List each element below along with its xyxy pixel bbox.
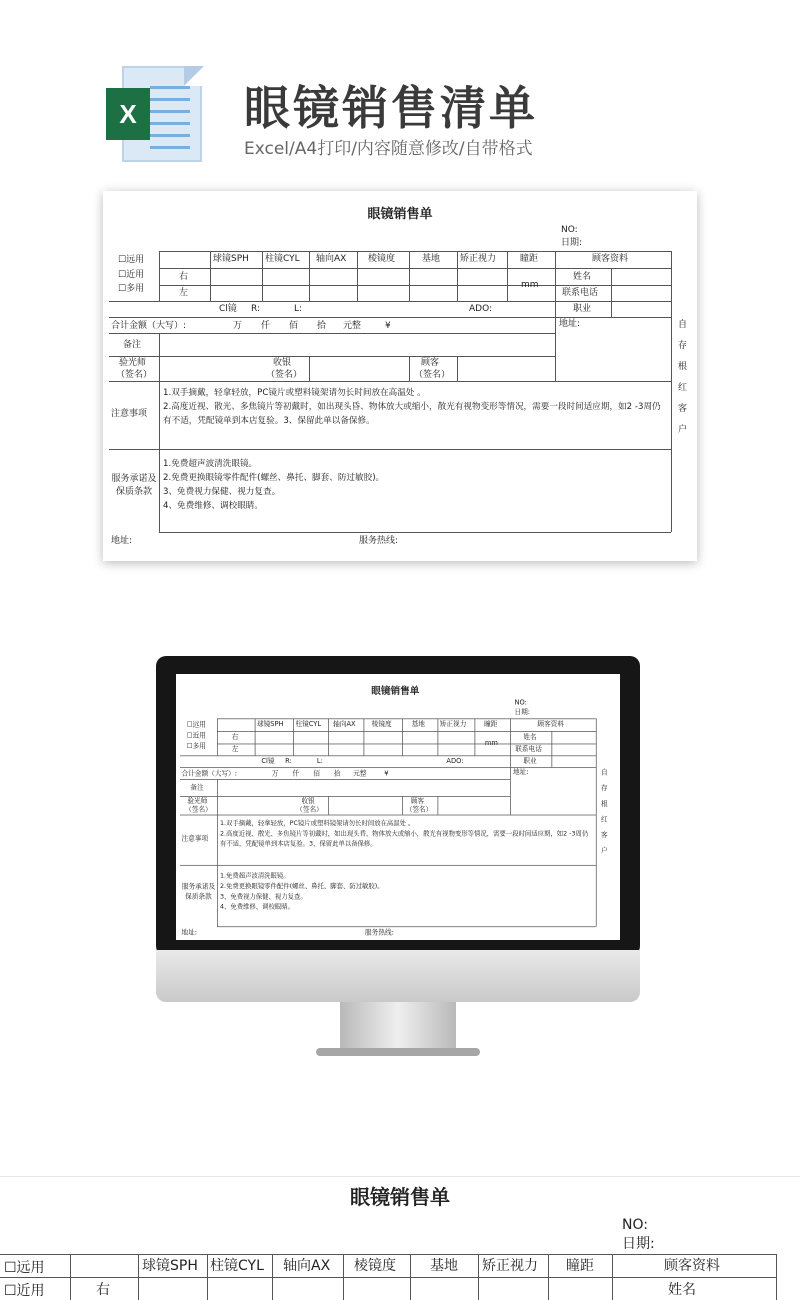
cl-label: Cl镜	[219, 304, 237, 314]
monitor-unit-shi: 拾	[333, 770, 341, 778]
zoom-col-va: 矫正视力	[482, 1258, 538, 1274]
monitor-screen	[176, 674, 620, 940]
zoomed-form-section	[0, 1176, 800, 1300]
unit-qian: 仟	[261, 321, 271, 331]
monitor-col-sph: 球镜SPH	[256, 720, 284, 729]
ado-label: ADO:	[469, 304, 493, 314]
footer-address: 地址:	[111, 536, 133, 546]
monitor-stand	[340, 1002, 456, 1050]
cl-right: R:	[251, 304, 261, 314]
monitor-col-cyl: 柱镜CYL	[295, 720, 322, 729]
col-base: 基地	[422, 254, 441, 264]
monitor-base	[316, 1048, 480, 1056]
monitor-ado: ADO:	[446, 757, 464, 766]
monitor-col-prism: 棱镜度	[371, 720, 392, 729]
monitor-unit-bai: 佰	[313, 770, 320, 778]
optometrist-label: 验光师	[119, 358, 147, 368]
address-box-label: 地址:	[559, 319, 581, 329]
pd-unit: mm	[521, 280, 539, 290]
col-prism: 棱镜度	[368, 254, 396, 264]
monitor-cl-right: R:	[285, 757, 292, 766]
zoom-customer-info: 顾客资料	[664, 1258, 720, 1274]
zoom-col-pd: 瞳距	[566, 1258, 594, 1274]
zoom-form-title: 眼镜销售单	[350, 1185, 450, 1209]
monitor-cashier: 收银	[301, 797, 315, 806]
monitor-cashier-sign: （签名）	[296, 806, 323, 814]
monitor-date-label: 日期:	[514, 708, 531, 717]
monitor-service-text: 1.免费超声波清洗眼镜。 2.免费更换眼镜零件配件(螺丝、鼻托、脚套、防过敏胶)。 3、免费视力保健、视力复查。 4、免费维修、调校眼睛。	[219, 872, 384, 911]
checkbox-multi[interactable]: ☐多用	[118, 284, 145, 294]
zoom-checkbox-near[interactable]: ☐近用	[4, 1283, 45, 1299]
left-eye-label: 左	[179, 288, 189, 298]
monitor-checkbox-multi: ☐多用	[186, 742, 206, 751]
zoom-checkbox-distance[interactable]: ☐远用	[4, 1260, 45, 1276]
monitor-customer-sign: （签名）	[405, 806, 433, 814]
optometrist-sign: （签名）	[116, 370, 153, 380]
total-label: 合计金额（大写）:	[111, 321, 187, 331]
unit-shi: 拾	[317, 321, 327, 331]
monitor-col-ax: 轴向AX	[333, 720, 356, 729]
monitor-pd-unit: mm	[484, 739, 498, 748]
page-title: 眼镜销售清单	[244, 81, 538, 135]
unit-yuan: 元整	[343, 321, 362, 331]
monitor-form-title: 眼镜销售单	[371, 685, 420, 697]
zoom-col-cyl: 柱镜CYL	[210, 1258, 264, 1274]
monitor-optometrist-sign: （签名）	[185, 806, 212, 814]
monitor-name-label: 姓名	[523, 733, 537, 742]
monitor-customer-info: 顾客资料	[537, 720, 565, 729]
monitor-right-eye: 右	[231, 733, 239, 742]
zoom-date-label: 日期:	[622, 1236, 655, 1252]
zoom-name-label: 姓名	[668, 1282, 696, 1298]
job-label: 职业	[573, 304, 592, 314]
monitor-customer: 顾客	[410, 797, 425, 806]
service-text: 1.免费超声波清洗眼镜。 2.免费更换眼镜零件配件(螺丝、鼻托、脚套、防过敏胶)。 3、免费视力保健、视力复查。 4、免费维修、调校眼睛。	[163, 459, 385, 511]
monitor-address-box: 地址:	[513, 768, 529, 777]
monitor-service-label: 服务承诺及保质条款	[181, 883, 216, 901]
right-eye-label: 右	[179, 272, 189, 282]
monitor-unit-yuan: 元整	[353, 770, 367, 778]
unit-wan: 万	[233, 321, 243, 331]
cashier-label: 收银	[273, 358, 292, 368]
name-label: 姓名	[573, 272, 592, 282]
zoom-col-ax: 轴向AX	[283, 1258, 331, 1274]
zoom-no-label: NO:	[622, 1217, 648, 1233]
phone-label: 联系电话	[562, 288, 599, 298]
sales-form	[109, 195, 691, 557]
cashier-sign: （签名）	[266, 370, 303, 380]
monitor-unit-yen: ¥	[384, 770, 389, 778]
customer-info-label: 顾客资料	[592, 254, 629, 264]
form-title: 眼镜销售单	[367, 207, 433, 222]
footer-hotline: 服务热线:	[359, 536, 399, 546]
monitor-col-base: 基地	[411, 720, 425, 729]
remark-label: 备注	[123, 340, 142, 350]
zoom-right-eye: 右	[96, 1282, 110, 1298]
service-label: 服务承诺及保质条款	[111, 474, 157, 497]
monitor-job-label: 职业	[523, 757, 537, 766]
monitor-sales-form	[180, 677, 611, 940]
notes-text: 1.双手摘戴，轻拿轻放，PC镜片或塑料镜架请勿长时间放在高温处 。 2.高度近视、散光、多焦镜片等初戴时，如出现头昏、物体放大或缩小，散光有视物变形等情况，需要一段时间适应期，如2 -3周仍有不适，凭配镜单到本店复验。3、保留此单以备保修。	[163, 388, 661, 426]
monitor-footer-address: 地址:	[181, 929, 198, 937]
no-label: NO:	[561, 225, 578, 235]
customer-label: 顾客	[421, 358, 440, 368]
monitor-no-label: NO:	[514, 699, 527, 707]
notes-label: 注意事项	[111, 409, 148, 419]
zoom-col-prism: 棱镜度	[354, 1258, 396, 1274]
monitor-notes-label: 注意事项	[181, 835, 209, 843]
excel-x-glyph: X	[106, 88, 150, 140]
form-preview-card	[103, 191, 697, 561]
monitor-checkbox-near: ☐近用	[186, 732, 206, 740]
col-sph: 球镜SPH	[213, 254, 249, 264]
col-ax: 轴向AX	[316, 254, 347, 264]
checkbox-near[interactable]: ☐近用	[118, 270, 145, 280]
monitor-cl-left: L:	[316, 757, 323, 766]
checkbox-distance[interactable]: ☐远用	[118, 255, 145, 265]
monitor-frame	[156, 656, 640, 956]
monitor-unit-wan: 万	[271, 770, 279, 778]
monitor-unit-qian: 仟	[292, 770, 300, 778]
monitor-chin	[156, 950, 640, 1002]
monitor-remark: 备注	[190, 784, 204, 792]
monitor-cl-label: Cl镜	[261, 757, 275, 766]
monitor-left-eye: 左	[231, 745, 239, 754]
monitor-checkbox-distance: ☐远用	[186, 721, 206, 729]
monitor-footer-hotline: 服务热线:	[365, 929, 394, 937]
col-pd: 瞳距	[520, 254, 539, 264]
date-label: 日期:	[561, 238, 583, 248]
cl-left: L:	[294, 304, 303, 314]
monitor-col-va: 矫正视力	[439, 720, 467, 729]
col-va: 矫正视力	[460, 254, 497, 264]
zoom-col-sph: 球镜SPH	[142, 1258, 198, 1274]
monitor-col-pd: 瞳距	[484, 720, 498, 729]
monitor-phone-label: 联系电话	[515, 745, 542, 754]
excel-file-icon	[106, 66, 204, 162]
col-cyl: 柱镜CYL	[265, 254, 300, 264]
page-subtitle: Excel/A4打印/内容随意修改/自带格式	[244, 139, 533, 159]
monitor-side-note: 自存根红客户	[601, 769, 608, 855]
side-copy-note: 自存根红客户	[678, 320, 688, 435]
customer-sign: （签名）	[414, 370, 451, 380]
unit-bai: 佰	[289, 321, 299, 331]
monitor-total-label: 合计金额（大写）:	[181, 770, 238, 778]
unit-yen: ¥	[385, 321, 391, 331]
zoom-col-base: 基地	[430, 1258, 458, 1274]
monitor-notes-text: 1.双手摘戴，轻拿轻放，PC镜片或塑料镜架请勿长时间放在高温处 。 2.高度近视、散光、多焦镜片等初戴时，如出现头昏、物体放大或缩小，散光有视物变形等情况，需要一段时间适应期，如2 -3周仍有不适，凭配镜单到本店复验。3、保留此单以备保修。	[219, 819, 589, 848]
monitor-optometrist: 验光师	[187, 797, 208, 806]
